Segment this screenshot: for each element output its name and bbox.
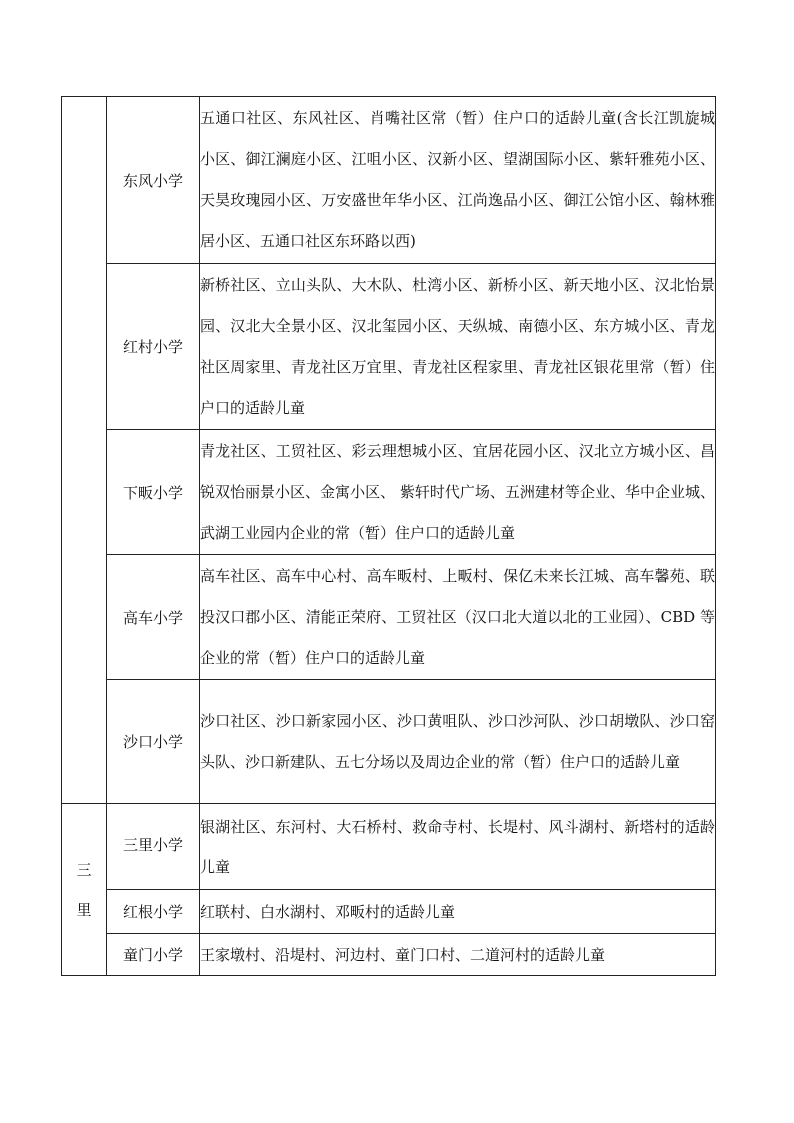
school-name: 三里小学 — [107, 804, 200, 890]
table-row — [62, 890, 716, 934]
table-row — [62, 804, 716, 890]
school-name: 红村小学 — [107, 264, 200, 430]
table-row — [62, 934, 716, 976]
district-cell-sanli — [62, 804, 107, 976]
service-area: 新桥社区、立山头队、大木队、杜湾小区、新桥小区、新天地小区、汉北怡景园、汉北大全景小区、汉北玺园小区、天纵城、南德小区、东方城小区、青龙社区周家里、青龙社区万宜里、青龙社区程家里、青龙社区银花里常（暂）住户口的适龄儿童 — [200, 264, 716, 430]
service-area: 青龙社区、工贸社区、彩云理想城小区、宜居花园小区、汉北立方城小区、昌锐双怡丽景小区、金寓小区、 紫轩时代广场、五洲建材等企业、华中企业城、武湖工业园内企业的常（暂）住户口的适龄儿童 — [200, 430, 716, 555]
service-area: 高车社区、高车中心村、高车畈村、上畈村、保亿未来长江城、高车馨苑、联投汉口郡小区、清能正荣府、工贸社区（汉口北大道以北的工业园）、CBD 等企业的常（暂）住户口的适龄儿童 — [200, 555, 716, 680]
table-row — [62, 264, 716, 430]
school-name: 童门小学 — [107, 934, 200, 976]
school-name: 东风小学 — [107, 97, 200, 264]
service-area: 红联村、白水湖村、邓畈村的适龄儿童 — [200, 890, 716, 934]
table-row — [62, 680, 716, 804]
district-label — [62, 850, 106, 930]
district-label-line2: 里 — [76, 900, 92, 919]
service-area: 银湖社区、东河村、大石桥村、救命寺村、长堤村、风斗湖村、新塔村的适龄儿童 — [200, 804, 716, 890]
table-row — [62, 430, 716, 555]
service-area: 王家墩村、沿堤村、河边村、童门口村、二道河村的适龄儿童 — [200, 934, 716, 976]
district-label-line1: 三 — [76, 860, 92, 879]
school-name: 沙口小学 — [107, 680, 200, 804]
table-row — [62, 97, 716, 264]
school-name: 下畈小学 — [107, 430, 200, 555]
school-name: 高车小学 — [107, 555, 200, 680]
table-row — [62, 555, 716, 680]
service-area: 五通口社区、东风社区、肖嘴社区常（暂）住户口的适龄儿童(含长江凯旋城小区、御江澜庭小区、江咀小区、汉新小区、望湖国际小区、紫轩雅苑小区、天昊玫瑰园小区、万安盛世年华小区、江尚逸品小区、御江公馆小区、翰林雅居小区、五通口社区东环路以西) — [200, 97, 716, 264]
district-cell-upper — [62, 97, 107, 804]
school-name: 红根小学 — [107, 890, 200, 934]
school-district-table — [61, 96, 716, 976]
service-area: 沙口社区、沙口新家园小区、沙口黄咀队、沙口沙河队、沙口胡墩队、沙口窑头队、沙口新建队、五七分场以及周边企业的常（暂）住户口的适龄儿童 — [200, 680, 716, 804]
